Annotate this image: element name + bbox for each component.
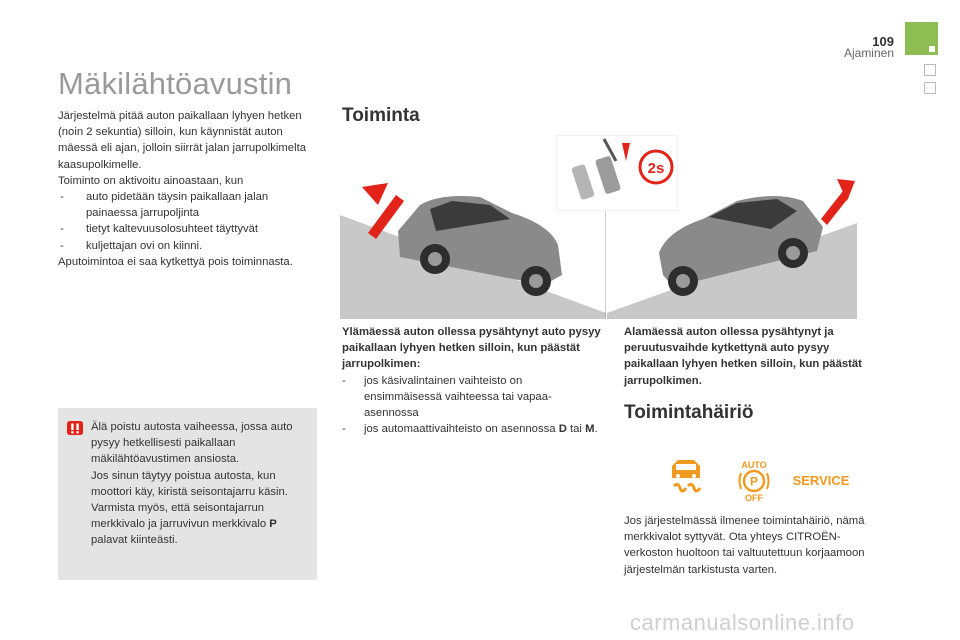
service-icon: SERVICE (792, 473, 850, 488)
timer-icon (640, 151, 672, 183)
page-number: 109 (872, 34, 894, 49)
conditions-heading: Toiminto on aktivoitu ainoastaan, kun (58, 174, 244, 187)
warning-text (91, 419, 315, 549)
section-name: Ajaminen (843, 46, 894, 60)
stability-control-icon (672, 460, 700, 491)
exclamation-icon (66, 420, 84, 436)
page-title: Mäkilähtöavustin (58, 66, 293, 101)
svg-text:P: P (749, 474, 759, 489)
downhill-description (624, 324, 866, 389)
chapter-tab[interactable] (905, 22, 938, 55)
uphill-lead: Ylämäessä auton ollessa pysähtynyt auto pysyy paikallaan lyhyen hetken silloin, kun päästät jarrupolkimen: (342, 326, 601, 371)
downhill-text: Alamäessä auton ollessa pysähtynyt ja peruutusvaihde kytkettynä auto pysyy paikallaan lyhyen hetken silloin, kun päästät jarrupolkimen. (624, 326, 862, 387)
svg-text:OFF: OFF (745, 493, 763, 502)
section-heading-fault: Toimintahäiriö (624, 402, 754, 423)
condition-item: - kuljettajan ovi on kiinni. (58, 238, 320, 254)
svg-text:AUTO: AUTO (741, 460, 767, 470)
chapter-marker-empty-2[interactable] (924, 82, 936, 94)
intro-paragraph: Järjestelmä pitää auton paikallaan lyhyen hetken (noin 2 sekuntia) silloin, kun käynnistät auton mäessä eli ajan, jolloin siirrät jalan jarrupolkimelta kaasupolkimelle. (58, 110, 307, 171)
chapter-marker-empty-1[interactable] (924, 64, 936, 76)
condition-item: - auto pidetään täysin paikallaan jalan painaessa jarrupoljinta (58, 189, 320, 221)
tab-marker-icon (929, 46, 935, 52)
fault-text: Jos järjestelmässä ilmenee toimintahäiriö, nämä merkkivalot syttyvät. Ota yhteys CITROËN-verkoston huoltoon tai valtuutettuun korjaamoon järjestelmän tarkistusta varten. (624, 515, 865, 576)
pedal-inset (556, 135, 678, 211)
intro-note: Aputoimintoa ei saa kytkettyä pois toiminnasta. (58, 255, 293, 268)
red-arrow-icon (821, 179, 855, 225)
watermark: carmanualsonline.info (630, 610, 855, 635)
uphill-description (342, 324, 602, 437)
section-heading-operation: Toiminta (342, 105, 420, 126)
svg-text:2s: 2s (647, 160, 665, 177)
warning-line-1: Älä poistu autosta vaiheessa, jossa auto pysyy hetkellisesti paikallaan mäkilähtöavustimen ansiosta. (91, 421, 293, 466)
condition-item: - tietyt kaltevuusolosuhteet täyttyvät (58, 221, 320, 237)
intro-text (58, 108, 320, 270)
warning-line-2: Jos sinun täytyy poistua autosta, kun moottori käy, kiristä seisontajarru käsin. Varmista myös, että seisontajarrun merkkivalo ja jarruvivun merkkivalo P palavat kiinteästi. (91, 469, 288, 547)
auto-parking-brake-off-icon (740, 460, 769, 502)
uphill-item-manual: - jos käsivalintainen vaihteisto on ensimmäisessä vaihteessa tai vapaa-asennossa (342, 373, 602, 422)
uphill-item-automatic: - jos automaattivaihteisto on asennossa D tai M. (342, 421, 602, 437)
fault-warning-lights (668, 458, 858, 502)
